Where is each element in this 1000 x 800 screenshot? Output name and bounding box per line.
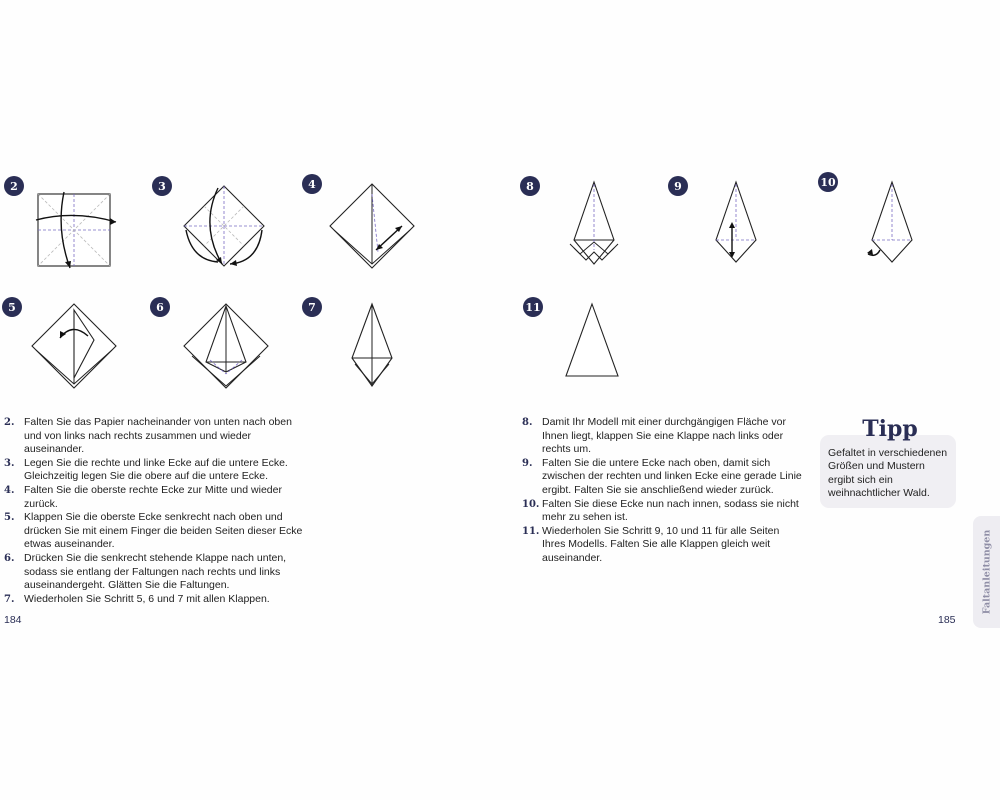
step-item (522, 416, 804, 457)
step-badge: 8 (520, 176, 540, 196)
step-text: Falten Sie die oberste rechte Ecke zur Mitte und wieder zurück. (24, 483, 282, 510)
page-number-left: 184 (4, 614, 22, 626)
tip-title: Tipp (862, 416, 918, 442)
step-text: Drücken Sie die senkrecht stehende Klappe nach unten, sodass sie entlang der Faltungen nach rechts und links auseinandergeht. Glätten Sie die Faltungen. (24, 551, 287, 592)
step-badge: 9 (668, 176, 688, 196)
step-number: 11. (522, 525, 540, 537)
kite-flap-over-icon (566, 180, 622, 272)
step-item (4, 416, 304, 457)
step-number: 2. (4, 417, 15, 428)
step-text: Wiederholen Sie Schritt 9, 10 und 11 für alle Seiten Ihres Modells. Falten Sie alle Klappen gleich weit auseinander. (542, 524, 780, 564)
step-number: 7. (4, 593, 15, 605)
section-side-tab-label: Faltanleitungen (981, 529, 992, 615)
step-badge: 6 (150, 297, 170, 317)
step-text: Klappen Sie die oberste Ecke senkrecht nach oben und drücken Sie mit einem Finger die beiden Seiten dieser Ecke etwas auseinander. (24, 511, 303, 551)
step-number: 9. (522, 457, 533, 469)
tip-box (820, 435, 956, 508)
step-number: 5. (4, 512, 15, 524)
step-item (4, 593, 304, 607)
step-item (522, 525, 804, 566)
step-text: Falten Sie das Papier nacheinander von unten nach oben und von links nach rechts zusammen und wieder auseinander. (24, 416, 292, 456)
step-number: 8. (522, 417, 533, 428)
step-text: Falten Sie diese Ecke nun nach innen, sodass sie nicht mehr zu sehen ist. (542, 497, 799, 524)
kite-inside-fold-icon (862, 180, 922, 266)
section-side-tab[interactable] (973, 516, 1000, 628)
diamond-right-corner-fold-icon (326, 178, 418, 274)
step-badge: 10 (818, 172, 838, 192)
kite-base-icon (346, 300, 410, 394)
page-number-right: 185 (938, 614, 956, 626)
step-item (4, 511, 304, 552)
diamond-petal-fold-icon (180, 300, 274, 394)
step-text: Damit Ihr Modell mit einer durchgängigen Fläche vor Ihnen liegt, klappen Sie eine Klappe nach links oder rechts um. (542, 416, 786, 456)
diamond-corners-folding-icon (178, 180, 273, 272)
step-list (522, 416, 804, 566)
finished-tree-triangle-icon (560, 300, 624, 382)
step-text: Legen Sie die rechte und linke Ecke auf die untere Ecke. Gleichzeitig legen Sie die obere auf die untere Ecke. (24, 456, 288, 483)
step-text: Wiederholen Sie Schritt 5, 6 und 7 mit allen Klappen. (24, 592, 270, 605)
step-badge: 11 (523, 297, 543, 317)
step-list (4, 416, 304, 606)
step-item (522, 457, 804, 498)
step-item (4, 484, 304, 511)
step-number: 3. (4, 457, 15, 469)
tip-text: Gefaltet in verschiedenen Größen und Mustern ergibt sich ein weihnachtlicher Wald. (828, 447, 948, 500)
step-text: Falten Sie die untere Ecke nach oben, damit sich zwischen der rechten und linken Ecke eine gerade Linie ergibt. Falten Sie sie anschließend wieder zurück. (542, 456, 802, 496)
step-item (4, 457, 304, 484)
kite-fold-up-icon (710, 180, 762, 266)
step-badge: 7 (302, 297, 322, 317)
step-item (522, 498, 804, 525)
diamond-squash-fold-icon (28, 300, 120, 394)
step-number: 6. (4, 552, 15, 564)
step-number: 10. (522, 498, 540, 510)
square-paper-folding-icon (30, 186, 120, 276)
step-item (4, 552, 304, 593)
step-badge: 2 (4, 176, 24, 196)
step-badge: 4 (302, 174, 322, 194)
step-badge: 5 (2, 297, 22, 317)
step-number: 4. (4, 484, 15, 496)
step-badge: 3 (152, 176, 172, 196)
